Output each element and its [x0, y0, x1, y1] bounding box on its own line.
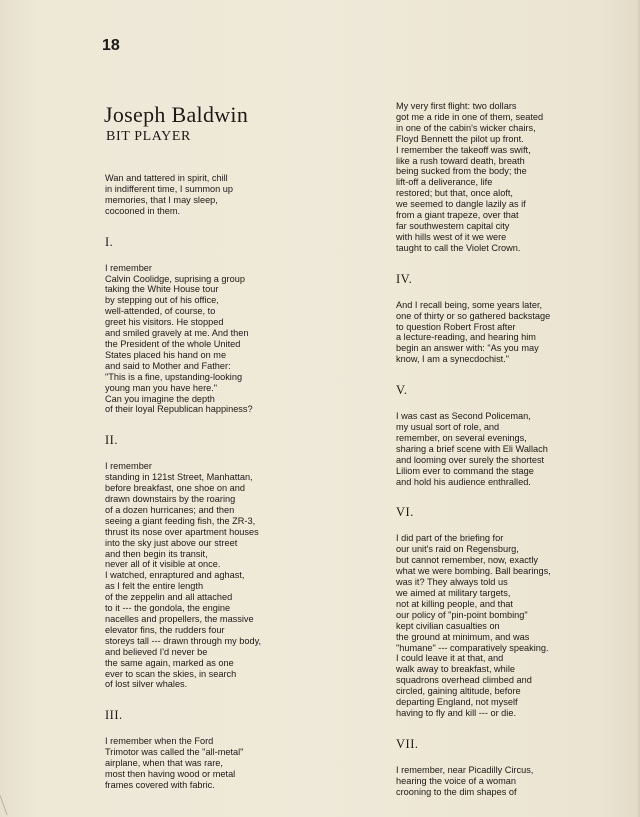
author-name: Joseph Baldwin	[104, 102, 249, 127]
poem-line: our policy of "pin-point bombing"	[396, 609, 528, 620]
poem-line: as I felt the entire length	[105, 581, 204, 592]
poem-line: taking the White House tour	[105, 284, 219, 295]
poem-line: remember, on several evenings,	[396, 432, 527, 443]
section-numeral: II.	[105, 433, 118, 448]
poem-line: nacelles and propellers, the massive	[105, 614, 254, 624]
poem-line: Trimotor was called the "all-metal"	[105, 747, 244, 758]
poem-line: my usual sort of role, and	[396, 422, 500, 433]
poem-line: was it? They always told us	[396, 577, 508, 588]
poem-line: crooning to the dim shapes of	[396, 786, 517, 797]
poem-line: ever to scan the skies, in search	[105, 668, 237, 679]
poem-line: seeing a giant feeding fish, the ZR-3,	[105, 515, 256, 526]
poem-line: the President of the whole United	[105, 338, 241, 349]
poem-line: well-attended, of course, to	[105, 306, 216, 317]
poem-line: before breakfast, one shoe on and	[105, 483, 245, 494]
page-number: 18	[102, 37, 120, 54]
poem-line: from a giant trapeze, over that	[396, 210, 519, 221]
poem-line: we seemed to dangle lazily as if	[396, 199, 526, 210]
poem-line: walk away to breakfast, while	[396, 664, 515, 675]
section-numeral: I.	[105, 234, 114, 249]
poem-line: of the zeppelin and all attached	[105, 592, 233, 603]
poem-line: young man you have here."	[105, 382, 218, 393]
poem-line: And I recall being, some years later,	[396, 299, 543, 310]
poem-line: departing England, not myself	[396, 697, 518, 708]
section-numeral: IV.	[396, 271, 413, 286]
section-3-stanza-part1	[105, 736, 355, 791]
poem-line: got me a ride in one of them, seated	[396, 111, 544, 122]
poem-line: Can you imagine the depth	[105, 393, 215, 404]
poem-line: most then having wood or metal	[105, 769, 236, 780]
poem-line: kept civilian casualties on	[396, 620, 500, 631]
poem-line: know, I am a synecdochist."	[396, 354, 510, 365]
poem-line: I was cast as Second Policeman,	[396, 411, 531, 422]
poem-line: squadrons overhead climbed and	[396, 675, 532, 686]
poem-line: "This is a fine, upstanding-looking	[105, 371, 243, 382]
poem-line: being sucked from the body; the	[396, 166, 527, 177]
section-numeral: V.	[396, 383, 408, 398]
poem-line: frames covered with fabric.	[105, 779, 215, 790]
poem-line: restored; but that, once aloft,	[396, 188, 513, 199]
poem-line: I remember the takeoff was swift,	[396, 144, 531, 155]
poem-line: a lecture-reading, and hearing him	[396, 332, 536, 343]
right-column	[396, 101, 551, 798]
poem-line: standing in 121st Street, Manhattan,	[105, 472, 253, 483]
section-3-stanza-part2	[396, 101, 546, 254]
poem-line: Wan and tattered in spirit, chill	[105, 173, 228, 183]
section-4-stanza	[396, 299, 551, 365]
poem-line: circled, gaining altitude, before	[396, 686, 521, 697]
poem-line: Floyd Bennett the pilot up front.	[396, 133, 524, 144]
poem-line: cocooned in them.	[105, 205, 181, 216]
poem-line: drawn downstairs by the roaring	[105, 494, 236, 505]
poem-line: the ground at minimum, and was	[396, 631, 530, 642]
poem-line: I remember, near Picadilly Circus,	[396, 764, 534, 775]
poem-line: Liliom ever to command the stage	[396, 465, 534, 476]
left-column	[105, 173, 355, 791]
poem-line: but cannot remember, now, exactly	[396, 555, 538, 566]
poem-line: "humane" --- comparatively speaking.	[396, 642, 549, 653]
poem-line: not at killing people, and that	[396, 598, 513, 609]
poem-line: My very first flight: two dollars	[396, 101, 517, 111]
poem-line: into the sky just above our street	[105, 537, 238, 548]
poem-line: I remember when the Ford	[105, 736, 214, 747]
poem-line: of lost silver whales.	[105, 679, 188, 690]
poem-line: storeys tall --- drawn through my body,	[105, 635, 262, 646]
poem-line: and then begin its transit,	[105, 548, 208, 559]
poem-line: Calvin Coolidge, suprising a group	[105, 273, 245, 284]
poem-line: far southwestern capital city	[396, 220, 510, 231]
poem-line: I did part of the briefing for	[396, 533, 504, 544]
poem-line: to it --- the gondola, the engine	[105, 603, 231, 614]
poem-line: I could leave it at that, and	[396, 653, 504, 664]
corner-crease	[0, 795, 22, 815]
poem-line: by stepping out of his office,	[105, 295, 219, 306]
poem-line: taught to call the Violet Crown.	[396, 242, 521, 253]
section-6-stanza	[396, 533, 551, 718]
poem-line: thrust its nose over apartment houses	[105, 526, 259, 537]
section-2-stanza	[105, 461, 355, 690]
poem-line: memories, that I may sleep,	[105, 194, 218, 205]
section-5-stanza	[396, 411, 546, 487]
poem-line: I watched, enraptured and aghast,	[105, 570, 245, 581]
poem-line: never all of it visible at once.	[105, 559, 221, 570]
section-1-stanza	[105, 263, 355, 416]
poem-line: like a rush toward death, breath	[396, 155, 525, 166]
poem-line: and believed I'd never be	[105, 646, 208, 657]
poem-line: begin an answer with: "As you may	[396, 343, 539, 354]
poem-line: I remember	[105, 461, 152, 472]
poem-line: in indifferent time, I summon up	[105, 183, 234, 194]
poem-line: and hold his audience enthralled.	[396, 476, 531, 487]
poem-line: one of thirty or so gathered backstage	[396, 310, 551, 321]
poem-title: BIT PLAYER	[106, 129, 191, 144]
section-7-stanza	[396, 765, 546, 798]
poem-line: with hills west of it we were	[396, 231, 507, 242]
poem-line: in one of the cabin's wicker chairs,	[396, 122, 536, 133]
poem-line: lift-off a deliverance, life	[396, 177, 493, 188]
poem-line: and looming over surely the shortest	[396, 454, 545, 465]
poem-line: States placed his hand on me	[105, 349, 227, 360]
poem-line: airplane, when that was rare,	[105, 758, 223, 769]
poem-line: hearing the voice of a woman	[396, 775, 517, 786]
section-numeral: III.	[105, 708, 123, 723]
poem-line: what we were bombing. Ball bearings,	[396, 566, 551, 577]
poem-line: and smiled gravely at me. And then	[105, 328, 249, 339]
section-numeral: VI.	[396, 505, 414, 520]
poem-line: and said to Mother and Father:	[105, 360, 231, 371]
poem-line: of a dozen hurricanes; and then	[105, 504, 235, 515]
poem-line: our unit's raid on Regensburg,	[396, 544, 519, 555]
poem-line: I remember	[105, 262, 152, 273]
poem-line: of their loyal Republican happiness?	[105, 404, 253, 415]
poem-line: the same again, marked as one	[105, 657, 234, 668]
poem-line: sharing a brief scene with Eli Wallach	[396, 443, 548, 454]
poem-line: elevator fins, the rudders four	[105, 624, 225, 635]
section-numeral: VII.	[396, 736, 419, 751]
poem-line: having to fly and kill --- or die.	[396, 707, 516, 718]
poem-line: we aimed at military targets,	[396, 588, 511, 598]
poem-line: to question Robert Frost after	[396, 321, 516, 332]
poem-line: greet his visitors. He stopped	[105, 317, 224, 328]
intro-stanza	[105, 173, 355, 217]
